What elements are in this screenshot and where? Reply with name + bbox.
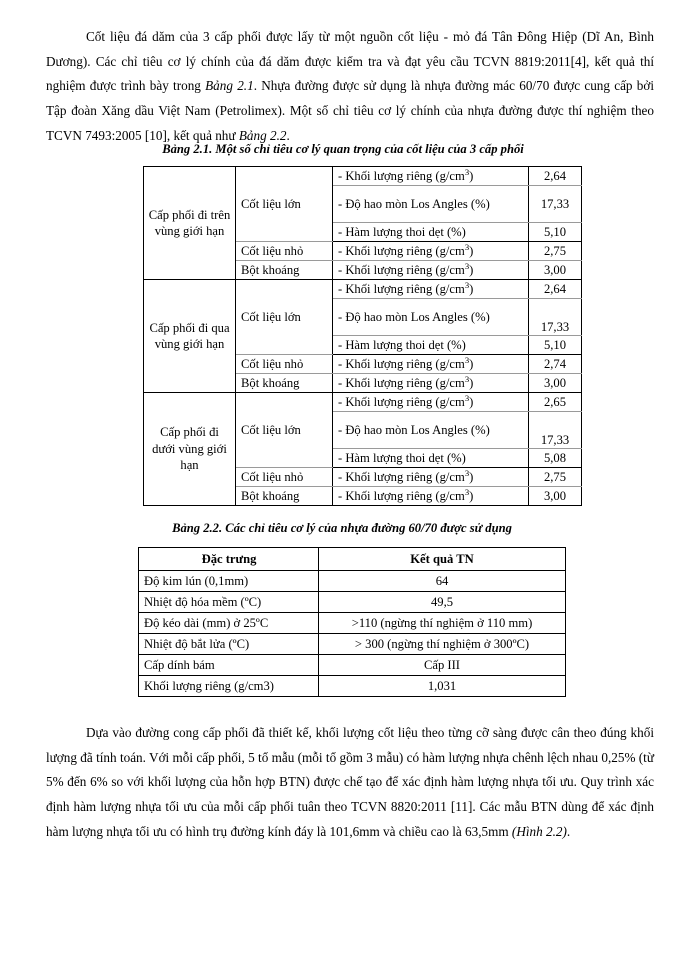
property-text: - Khối lượng riêng (g/cm — [338, 168, 465, 183]
aggregate-label-cell: Cốt liệu nhỏ — [236, 242, 333, 261]
property-superscript: 3 — [464, 260, 470, 271]
table-21-body — [144, 167, 582, 506]
property-superscript: 3 — [464, 486, 470, 497]
property-tail: ) — [469, 488, 474, 503]
table-22-caption: Bảng 2.2. Các chỉ tiêu cơ lý của nhựa đường 60/70 được sử dụng — [172, 521, 512, 535]
intro-ref-bang-22: Bảng 2.2 — [238, 127, 287, 143]
property-text: - Khối lượng riêng (g/cm — [338, 488, 465, 503]
table-header-row — [139, 548, 566, 571]
property-superscript: 3 — [464, 373, 470, 384]
value-cell: 17,33 — [529, 299, 582, 336]
aggregate-label-cell: Bột khoáng — [236, 487, 333, 506]
property-tail: ) — [469, 356, 474, 371]
outro-paragraph — [46, 721, 654, 844]
property-cell — [333, 374, 529, 393]
feature-cell: Độ kim lún (0,1mm) — [139, 571, 319, 592]
value-cell: 5,08 — [529, 449, 582, 468]
value-cell: 5,10 — [529, 223, 582, 242]
aggregate-label-cell: Bột khoáng — [236, 261, 333, 280]
property-tail: ) — [469, 375, 474, 390]
table-row — [144, 393, 582, 412]
aggregate-label-cell: Cốt liệu lớn — [236, 393, 333, 468]
feature-cell: Khối lượng riêng (g/cm3) — [139, 676, 319, 697]
feature-cell: Độ kéo dài (mm) ở 25ºC — [139, 613, 319, 634]
column-header-feature: Đặc trưng — [139, 548, 319, 571]
intro-text-part-1: Cốt liệu đá dăm của 3 cấp phối được lấy từ một nguồn cốt liệu - mỏ đá Tân Đông Hiệp (Dĩ An, Bình Dương). Các chỉ tiêu cơ lý chính của đá dăm được kiểm tra và đạt yêu cầu TCVN 8819:2011[4], kết quả thí nghiệm được trình bày trong — [46, 29, 654, 94]
property-text: - Khối lượng riêng (g/cm — [338, 243, 465, 258]
intro-text-part-2: . Nhựa đường được sử dụng là nhựa đường mác 60/70 được cung cấp bởi Tập đoàn Xăng dầu Việt Nam (Petrolimex). Một số chỉ tiêu cơ lý chính của nhựa đường được thí nghiệm theo TCVN 7493:2005 [10], kết quả như — [46, 78, 654, 143]
property-superscript: 3 — [464, 392, 470, 403]
property-text: - Khối lượng riêng (g/cm — [338, 356, 465, 371]
feature-cell: Cấp dính bám — [139, 655, 319, 676]
value-cell: 3,00 — [529, 261, 582, 280]
table-22-body — [139, 571, 566, 697]
value-cell: 17,33 — [529, 186, 582, 223]
property-tail: ) — [469, 469, 474, 484]
result-cell: 49,5 — [319, 592, 566, 613]
property-cell — [333, 167, 529, 186]
property-cell: - Độ hao mòn Los Angles (%) — [333, 412, 529, 449]
property-cell — [333, 355, 529, 374]
property-superscript: 3 — [464, 354, 470, 365]
table-row — [139, 613, 566, 634]
feature-cell: Nhiệt độ bắt lửa (ºC) — [139, 634, 319, 655]
property-cell: - Độ hao mòn Los Angles (%) — [333, 186, 529, 223]
column-header-result: Kết quả TN — [319, 548, 566, 571]
table-row — [144, 167, 582, 186]
value-cell: 2,75 — [529, 242, 582, 261]
property-text: - Khối lượng riêng (g/cm — [338, 469, 465, 484]
result-cell: >110 (ngừng thí nghiệm ở 110 mm) — [319, 613, 566, 634]
property-tail: ) — [469, 394, 474, 409]
result-cell: > 300 (ngừng thí nghiệm ở 300ºC) — [319, 634, 566, 655]
property-cell — [333, 280, 529, 299]
property-superscript: 3 — [464, 241, 470, 252]
value-cell: 2,65 — [529, 393, 582, 412]
aggregate-label-cell: Bột khoáng — [236, 374, 333, 393]
table-bitumen-properties — [138, 547, 566, 697]
table-21-caption: Bảng 2.1. Một số chỉ tiêu cơ lý quan trọng của cốt liệu của 3 cấp phối — [162, 142, 524, 156]
value-cell: 2,75 — [529, 468, 582, 487]
property-tail: ) — [469, 243, 474, 258]
property-superscript: 3 — [464, 166, 470, 177]
value-cell: 17,33 — [529, 412, 582, 449]
property-cell: - Độ hao mòn Los Angles (%) — [333, 299, 529, 336]
property-cell — [333, 487, 529, 506]
aggregate-label-cell: Cốt liệu lớn — [236, 280, 333, 355]
property-text: - Khối lượng riêng (g/cm — [338, 394, 465, 409]
feature-cell: Nhiệt độ hóa mềm (ºC) — [139, 592, 319, 613]
group-label-cell: Cấp phối đi dưới vùng giới hạn — [144, 393, 236, 506]
group-label-cell: Cấp phối đi trên vùng giới hạn — [144, 167, 236, 280]
property-cell: - Hàm lượng thoi dẹt (%) — [333, 336, 529, 355]
table-row — [139, 676, 566, 697]
result-cell: Cấp III — [319, 655, 566, 676]
intro-text-part-3: . — [286, 127, 290, 143]
property-tail: ) — [469, 168, 474, 183]
property-text: - Khối lượng riêng (g/cm — [338, 262, 465, 277]
table-row — [139, 592, 566, 613]
property-text: - Khối lượng riêng (g/cm — [338, 281, 465, 296]
aggregate-label-cell: Cốt liệu nhỏ — [236, 468, 333, 487]
table-22-head — [139, 548, 566, 571]
property-cell — [333, 261, 529, 280]
value-cell: 3,00 — [529, 487, 582, 506]
intro-ref-bang-21: Bảng 2.1 — [205, 78, 254, 94]
property-cell — [333, 468, 529, 487]
aggregate-label-cell: Cốt liệu nhỏ — [236, 355, 333, 374]
property-tail: ) — [469, 281, 474, 296]
result-cell: 64 — [319, 571, 566, 592]
value-cell: 3,00 — [529, 374, 582, 393]
outro-ref-hinh-22: (Hình 2.2) — [511, 823, 567, 839]
property-superscript: 3 — [464, 467, 470, 478]
property-cell: - Hàm lượng thoi dẹt (%) — [333, 449, 529, 468]
property-cell: - Hàm lượng thoi dẹt (%) — [333, 223, 529, 242]
aggregate-label-cell: Cốt liệu lớn — [236, 167, 333, 242]
table-row — [139, 634, 566, 655]
group-label-cell: Cấp phối đi qua vùng giới hạn — [144, 280, 236, 393]
property-superscript: 3 — [464, 279, 470, 290]
outro-text-part-2: . — [566, 823, 571, 839]
value-cell: 2,64 — [529, 167, 582, 186]
table-aggregate-properties — [143, 166, 582, 506]
value-cell: 5,10 — [529, 336, 582, 355]
table-row — [139, 571, 566, 592]
outro-text-part-1: Dựa vào đường cong cấp phối đã thiết kế, khối lượng cốt liệu theo từng cỡ sàng được cân theo đúng khối lượng đã tính toán. Với mỗi cấp phối, 5 tổ mẫu (mỗi tổ gồm 3 mẫu) có hàm lượng nhựa chênh lệch nhau 0,25% (từ 5% đến 6% so với khối lượng của hỗn hợp BTN) được chế tạo để xác định hàm lượng nhựa tối ưu. Quy trình xác định hàm lượng nhựa tối ưu của mỗi cấp phối tuân theo TCVN 8820:2011 [11]. Các mẫu BTN dùng để xác định hàm lượng nhựa tối ưu có hình trụ đường kính đáy là 101,6mm và chiều cao là 63,5mm — [46, 725, 654, 839]
property-cell — [333, 242, 529, 261]
table-row — [144, 280, 582, 299]
property-cell — [333, 393, 529, 412]
intro-paragraph — [46, 25, 654, 148]
property-text: - Khối lượng riêng (g/cm — [338, 375, 465, 390]
value-cell: 2,74 — [529, 355, 582, 374]
value-cell: 2,64 — [529, 280, 582, 299]
table-row — [139, 655, 566, 676]
property-tail: ) — [469, 262, 474, 277]
result-cell: 1,031 — [319, 676, 566, 697]
